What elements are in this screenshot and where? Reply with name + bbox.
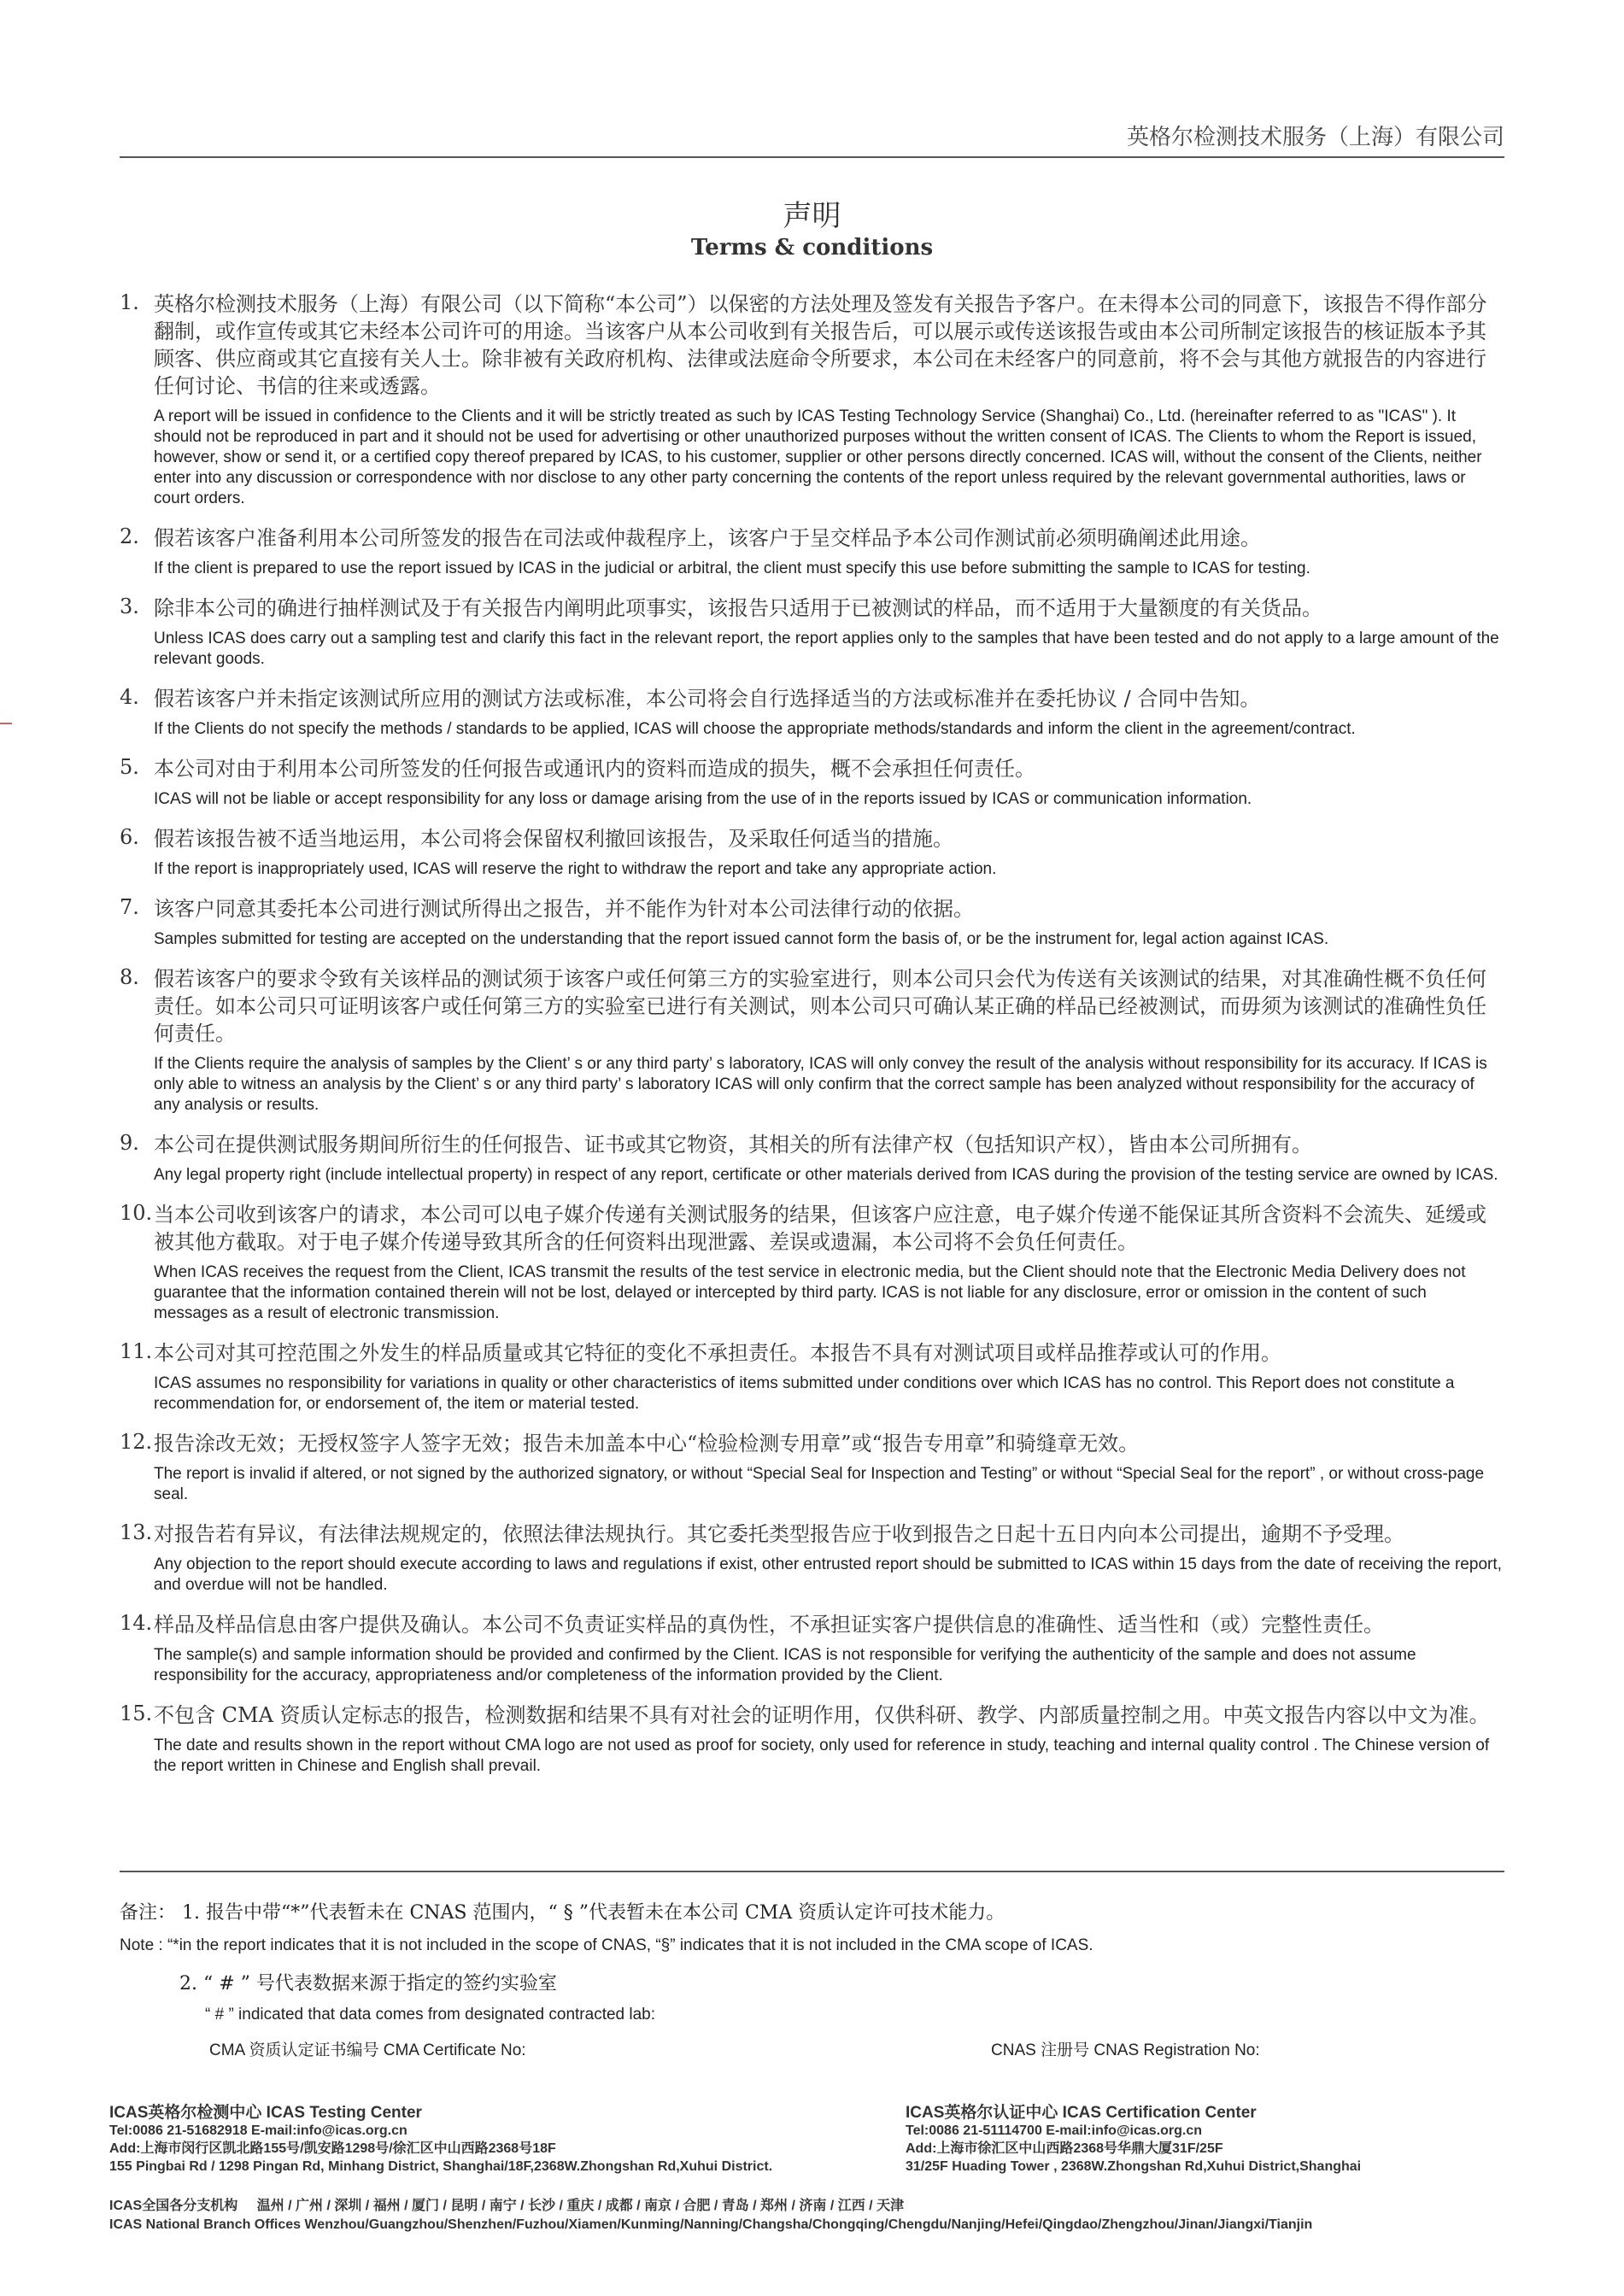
term-number: 7. bbox=[120, 895, 139, 919]
term-number: 3. bbox=[120, 594, 139, 618]
term-number: 13. bbox=[120, 1520, 153, 1544]
testing-center-contact: Tel:0086 21-51682918 E-mail:info@icas.org.cn bbox=[109, 2123, 407, 2138]
margin-mark bbox=[0, 723, 12, 724]
term-item bbox=[120, 1131, 1504, 1186]
term-text-cn: 假若该客户准备利用本公司所签发的报告在司法或仲裁程序上，该客户于呈交样品予本公司作测试前必须明确阐述此用途。 bbox=[154, 526, 1261, 550]
term-text-cn: 对报告若有异议，有法律法规规定的，依照法律法规执行。其它委托类型报告应于收到报告之日起十五日内向本公司提出，逾期不予受理。 bbox=[154, 1522, 1404, 1546]
term-number: 14. bbox=[120, 1611, 153, 1635]
term-text-en: If the Clients require the analysis of samples by the Client’ s or any third party’ s laboratory, ICAS will only convey the result of the analysis without responsibility for its accuracy. If ICAS is only able to witness an analysis by the Client’ s or any third party’ s laboratory ICAS will only confirm that the correct sample has been analyzed without responsibility for the accuracy of any analysis or results. bbox=[154, 1055, 1487, 1114]
branch-offices bbox=[109, 2197, 1312, 2234]
footer-divider bbox=[120, 1871, 1504, 1872]
term-text-en: ICAS assumes no responsibility for variations in quality or other characteristics of items submitted under conditions over which ICAS has no control. This Report does not constitute a recommendation for, or endorsement of, the item or material tested. bbox=[154, 1374, 1455, 1413]
term-text-en: Samples submitted for testing are accepted on the understanding that the report issued cannot form the basis of, or be the instrument for, legal action against ICAS. bbox=[154, 930, 1329, 948]
term-text-en: Any legal property right (include intellectual property) in respect of any report, certificate or other materials derived from ICAS during the provision of the testing service are owned by ICAS. bbox=[154, 1166, 1498, 1184]
term-text-cn: 样品及样品信息由客户提供及确认。本公司不负责证实样品的真伪性，不承担证实客户提供信息的准确性、适当性和（或）完整性责任。 bbox=[154, 1613, 1384, 1637]
term-number: 15. bbox=[120, 1702, 153, 1725]
term-text-en: If the Clients do not specify the methods / standards to be applied, ICAS will choose the appropriate methods/standards and inform the client in the agreement/contract. bbox=[154, 720, 1356, 738]
branch-offices-cn bbox=[109, 2197, 1312, 2216]
term-text-en: If the client is prepared to use the report issued by ICAS in the judicial or arbitral, the client must specify this use before submitting the sample to ICAS for testing. bbox=[154, 559, 1310, 577]
term-number: 9. bbox=[120, 1131, 139, 1155]
term-text-cn: 当本公司收到该客户的请求，本公司可以电子媒介传递有关测试服务的结果，但该客户应注意，电子媒介传递不能保证其所含资料不会流失、延缓或被其他方截取。对于电子媒介传递导致其所含的任何资料出现泄露、差误或遗漏，本公司将不会负任何责任。 bbox=[154, 1203, 1486, 1254]
term-number: 5. bbox=[120, 755, 139, 779]
term-text-en: The date and results shown in the report without CMA logo are not used as proof for society, only used for reference in study, teaching and internal quality control . The Chinese version of the report written in Chinese and English shall prevail. bbox=[154, 1737, 1490, 1775]
term-item bbox=[120, 685, 1504, 740]
term-item bbox=[120, 825, 1504, 880]
cnas-registration-label: CNAS 注册号 CNAS Registration No: bbox=[991, 2041, 1260, 2059]
term-item bbox=[120, 755, 1504, 810]
term-number: 11. bbox=[120, 1339, 153, 1363]
term-item bbox=[120, 895, 1504, 950]
term-item bbox=[120, 965, 1504, 1116]
term-number: 4. bbox=[120, 685, 139, 709]
testing-center-info bbox=[109, 2104, 772, 2176]
term-text-cn: 假若该报告被不适当地运用，本公司将会保留权利撤回该报告，及采取任何适当的措施。 bbox=[154, 827, 953, 851]
term-item bbox=[120, 1702, 1504, 1777]
header-company-name: 英格尔检测技术服务（上海）有限公司 bbox=[1126, 125, 1504, 150]
term-item bbox=[120, 290, 1504, 509]
certification-center-address-cn: Add:上海市徐汇区中山西路2368号华鼎大厦31F/25F bbox=[906, 2141, 1223, 2156]
note-1-en: Note : “*in the report indicates that it is not included in the scope of CNAS, “§” indicates that it is not included in the CMA scope of ICAS. bbox=[120, 1936, 1093, 1954]
cma-certificate-label: CMA 资质认定证书编号 CMA Certificate No: bbox=[209, 2041, 526, 2059]
term-text-en: Any objection to the report should execute according to laws and regulations if exist, other entrusted report should be submitted to ICAS within 15 days from the date of receiving the report, and overdue will not be handled. bbox=[154, 1555, 1502, 1594]
certification-center-address-en: 31/25F Huading Tower , 2368W.Zhongshan Rd,Xuhui District,Shanghai bbox=[906, 2159, 1362, 2174]
term-text-cn: 假若该客户的要求令致有关该样品的测试须于该客户或任何第三方的实验室进行，则本公司只会代为传送有关该测试的结果，对其准确性概不负任何责任。如本公司只可证明该客户或任何第三方的实验室已进行有关测试，则本公司只可确认某正确的样品已经被测试，而毋须为该测试的准确性负任何责任。 bbox=[154, 967, 1486, 1046]
term-item bbox=[120, 1339, 1504, 1414]
certification-center-info bbox=[906, 2104, 1361, 2176]
note-2-en: “ # ” indicated that data comes from designated contracted lab: bbox=[205, 2006, 656, 2024]
term-text-en: ICAS will not be liable or accept responsibility for any loss or damage arising from the use of in the reports issued by ICAS or communication information. bbox=[154, 790, 1252, 808]
testing-center-address-cn: Add:上海市闵行区凯北路155号/凯安路1298号/徐汇区中山西路2368号18F bbox=[109, 2141, 556, 2156]
header-divider bbox=[120, 156, 1504, 158]
term-text-cn: 英格尔检测技术服务（上海）有限公司（以下简称“本公司”）以保密的方法处理及签发有关报告予客户。在未得本公司的同意下，该报告不得作部分翻制，或作宣传或其它未经本公司许可的用途。当该客户从本公司收到有关报告后，可以展示或传送该报告或由本公司所制定该报告的核证版本予其顾客、供应商或其它直接有关人士。除非被有关政府机构、法律或法庭命令所要求，本公司在未经客户的同意前，将不会与其他方就报告的内容进行任何讨论、书信的往来或透露。 bbox=[154, 292, 1487, 398]
term-item bbox=[120, 594, 1504, 670]
note-2-cn: 2. “ # ” 号代表数据来源于指定的签约实验室 bbox=[179, 1973, 557, 1994]
testing-center-address-en: 155 Pingbai Rd / 1298 Pingan Rd, Minhang District, Shanghai/18F,2368W.Zhongshan Rd,Xuhui District. bbox=[109, 2159, 773, 2174]
term-item bbox=[120, 1201, 1504, 1324]
term-number: 10. bbox=[120, 1201, 153, 1225]
term-item bbox=[120, 524, 1504, 579]
branch-cities-cn: 温州 / 广州 / 深圳 / 福州 / 厦门 / 昆明 / 南宁 / 长沙 / 重庆 / 成都 / 南京 / 合肥 / 青岛 / 郑州 / 济南 / 江西 / 天津 bbox=[256, 2199, 905, 2213]
branch-label-cn: ICAS全国各分支机构 bbox=[109, 2199, 238, 2213]
term-text-cn: 该客户同意其委托本公司进行测试所得出之报告，并不能作为针对本公司法律行动的依据。 bbox=[154, 897, 974, 921]
certification-center-name: ICAS英格尔认证中心 ICAS Certification Center bbox=[906, 2104, 1257, 2122]
term-text-en: The report is invalid if altered, or not signed by the authorized signatory, or without “Special Seal for Inspection and Testing” or without “Special Seal for the report” , or without cross-page seal. bbox=[154, 1465, 1485, 1503]
testing-center-name: ICAS英格尔检测中心 ICAS Testing Center bbox=[109, 2104, 422, 2122]
term-number: 2. bbox=[120, 524, 139, 548]
term-item bbox=[120, 1520, 1504, 1596]
term-text-cn: 本公司对由于利用本公司所签发的任何报告或通讯内的资料而造成的损失，概不会承担任何责任。 bbox=[154, 757, 1035, 781]
term-number: 6. bbox=[120, 825, 139, 849]
term-text-en: When ICAS receives the request from the Client, ICAS transmit the results of the test service in electronic media, but the Client should note that the Electronic Media Delivery does not guarantee that the information contained therein will not be lost, delayed or intercepted by third party. ICAS is not liable for any disclosure, error or omission in the content of such messages as a result of electronic transmission. bbox=[154, 1263, 1466, 1322]
term-text-en: If the report is inappropriately used, ICAS will reserve the right to withdraw the report and take any appropriate action. bbox=[154, 860, 997, 878]
certification-center-contact: Tel:0086 21-51114700 E-mail:info@icas.org.cn bbox=[906, 2123, 1203, 2138]
page-title-en: Terms & conditions bbox=[690, 235, 934, 261]
term-number: 8. bbox=[120, 965, 139, 989]
term-text-en: A report will be issued in confidence to the Clients and it will be strictly treated as such by ICAS Testing Technology Service (Shanghai) Co., Ltd. (hereinafter referred to as "ICAS" ). It should not be reproduced in part and it should not be used for advertising or other unauthorized purposes without the written consent of ICAS. The Clients to whom the Report is issued, however, show or send it, or a certified copy thereof prepared by ICAS, to his customer, supplier or other persons directly concerned. ICAS will, without the consent of the Clients, neither enter into any discussion or correspondence with nor disclose to any other party concerning the contents of the report unless required by the relevant governmental authorities, laws or court orders. bbox=[154, 407, 1482, 507]
term-text-en: The sample(s) and sample information should be provided and confirmed by the Client. ICAS is not responsible for verifying the authenticity of the sample and does not assume responsibility for the accuracy, appropriateness and/or completeness of the information provided by the Client. bbox=[154, 1646, 1416, 1684]
branch-offices-en: ICAS National Branch Offices Wenzhou/Guangzhou/Shenzhen/Fuzhou/Xiamen/Kunming/Nanning/Changsha/Chongqing/Chengdu/Nanjing/Hefei/Qingdao/Zhengzhou/Jinan/Jiangxi/Tianjin bbox=[109, 2217, 1313, 2232]
term-text-cn: 本公司对其可控范围之外发生的样品质量或其它特征的变化不承担责任。本报告不具有对测试项目或样品推荐或认可的作用。 bbox=[154, 1341, 1281, 1365]
terms-list bbox=[120, 290, 1504, 1792]
term-text-cn: 假若该客户并未指定该测试所应用的测试方法或标准，本公司将会自行选择适当的方法或标准并在委托协议 / 合同中告知。 bbox=[154, 687, 1261, 711]
note-1-cn: 备注： 1. 报告中带“*”代表暂未在 CNAS 范围内，“ § ”代表暂未在本公司 CMA 资质认定许可技术能力。 bbox=[120, 1902, 1005, 1924]
term-text-cn: 本公司在提供测试服务期间所衍生的任何报告、证书或其它物资，其相关的所有法律产权（包括知识产权），皆由本公司所拥有。 bbox=[154, 1133, 1312, 1157]
term-text-cn: 不包含 CMA 资质认定标志的报告，检测数据和结果不具有对社会的证明作用，仅供科研、教学、内部质量控制之用。中英文报告内容以中文为准。 bbox=[154, 1703, 1490, 1727]
term-number: 12. bbox=[120, 1430, 153, 1454]
term-item bbox=[120, 1611, 1504, 1686]
term-text-en: Unless ICAS does carry out a sampling test and clarify this fact in the relevant report, the report applies only to the samples that have been tested and do not apply to a large amount of the relevant goods. bbox=[154, 630, 1499, 668]
term-item bbox=[120, 1430, 1504, 1505]
term-text-cn: 除非本公司的确进行抽样测试及于有关报告内阐明此项事实，该报告只适用于已被测试的样品，而不适用于大量额度的有关货品。 bbox=[154, 596, 1322, 620]
term-number: 1. bbox=[120, 290, 139, 314]
term-text-cn: 报告涂改无效；无授权签字人签字无效；报告未加盖本中心“检验检测专用章”或“报告专用章”和骑缝章无效。 bbox=[154, 1432, 1140, 1456]
page-title-cn: 声明 bbox=[783, 199, 841, 233]
